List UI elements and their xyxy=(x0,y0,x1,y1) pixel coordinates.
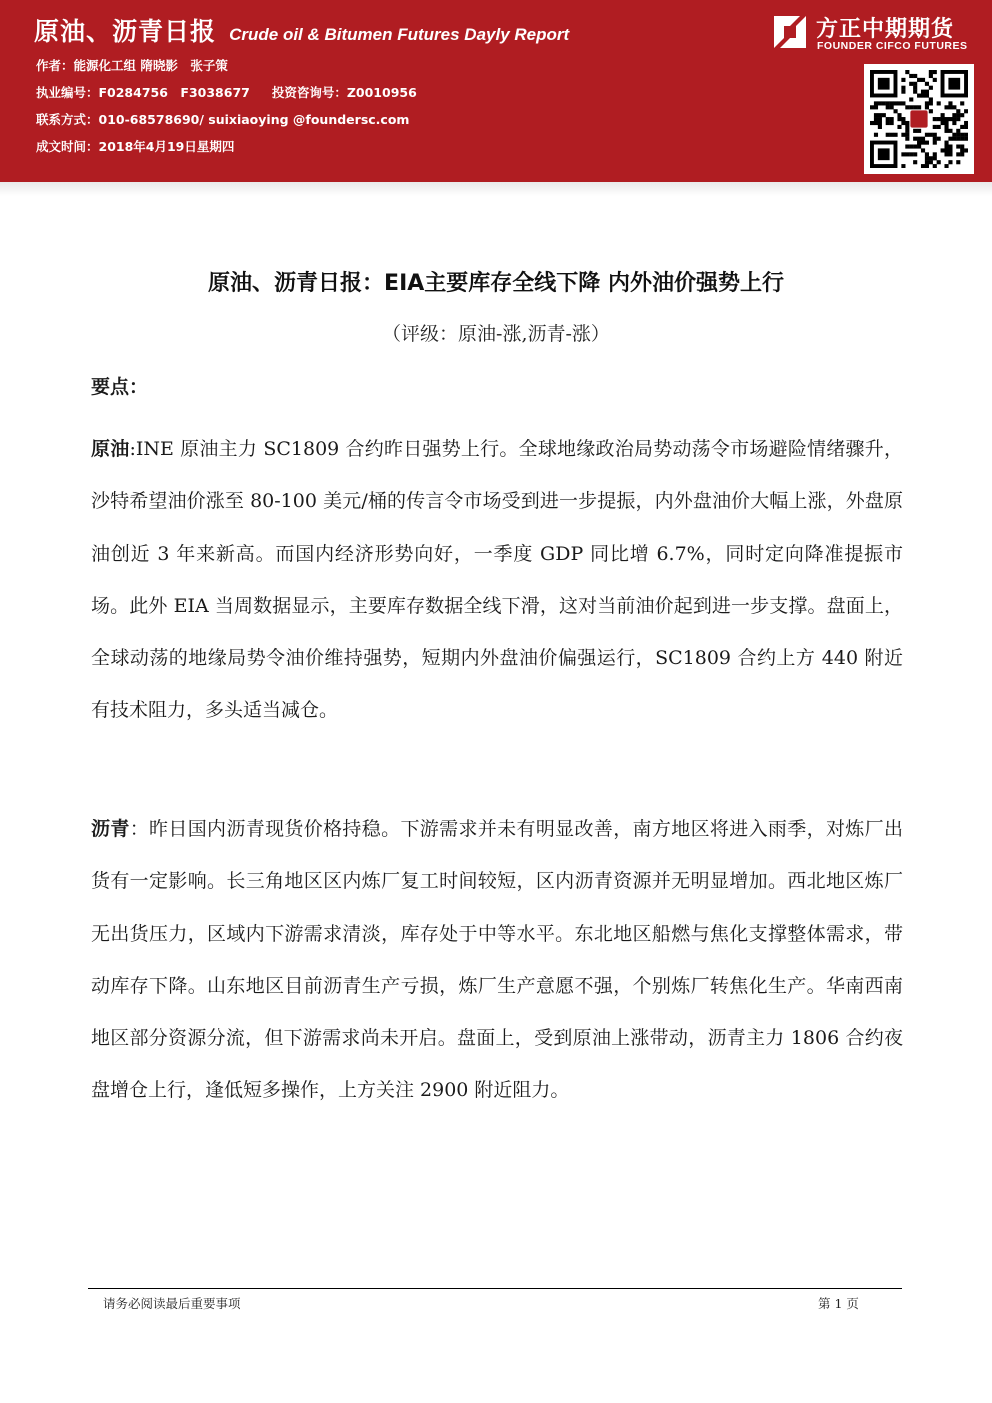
license-line xyxy=(36,84,417,111)
logo-en-text: FOUNDER CIFCO FUTURES xyxy=(817,40,968,52)
founder-logo-icon xyxy=(770,12,810,52)
footer-rule xyxy=(88,1288,902,1289)
crude-oil-label: 原油 xyxy=(91,438,130,460)
asphalt-label: 沥青 xyxy=(91,818,130,840)
asphalt-text: ：昨日国内沥青现货价格持稳。下游需求并未有明显改善，南方地区将进入雨季，对炼厂出货有一定影响。长三角地区区内炼厂复工时间较短，区内沥青资源并无明显增加。西北地区炼厂无出货压力，区域内下游需求清淡，库存处于中等水平。东北地区船燃与焦化支撑整体需求，带动库存下降。山东地区目前沥青生产亏损，炼厂生产意愿不强，个别炼厂转焦化生产。华南西南地区部分资源分流，但下游需求尚未开启。盘面上，受到原油上涨带动，沥青主力 1806 合约夜盘增仓上行，逢低短多操作，上方关注 2900 附近阻力。 xyxy=(91,818,903,1102)
report-title-cn: 原油、沥青日报 xyxy=(34,17,217,46)
consult-number: 投资咨询号：Z0010956 xyxy=(271,85,417,100)
qr-code xyxy=(864,64,974,174)
author-line: 作者：能源化工组 隋晓影 张子策 xyxy=(36,58,228,73)
crude-oil-text: :INE 原油主力 SC1809 合约昨日强势上行。全球地缘政治局势动荡令市场避险情绪骤升，沙特希望油价涨至 80-100 美元/桶的传言令市场受到进一步提振，内外盘油价大幅上涨，外盘原油创近 3 年来新高。而国内经济形势向好，一季度 GDP 同比增 6.7%，同时定向降准提振市场。此外 EIA 当周数据显示，主要库存数据全线下滑，这对当前油价起到进一步支撑。盘面上，全球动荡的地缘局势令油价维持强势，短期内外盘油价偏强运行，SC1809 合约上方 440 附近有技术阻力，多头适当减仓。 xyxy=(91,438,903,722)
date-line: 成文时间：2018年4月19日星期四 xyxy=(36,139,235,154)
contact-line: 联系方式：010-68578690/ suixiaoying @foundersc.com xyxy=(36,112,410,127)
company-logo xyxy=(770,8,986,58)
logo-cn-text: 方正中期期货 xyxy=(816,17,955,42)
report-header xyxy=(0,0,992,182)
header-shadow xyxy=(0,182,992,196)
qr-code-icon xyxy=(870,70,968,168)
page-number: 第 1 页 xyxy=(818,1296,859,1311)
asphalt-paragraph xyxy=(91,803,903,1117)
report-title xyxy=(34,12,569,48)
report-title-en: Crude oil & Bitumen Futures Dayly Report xyxy=(229,25,570,44)
keypoints-heading: 要点： xyxy=(91,376,149,398)
document-title: 原油、沥青日报：EIA主要库存全线下降 内外油价强势上行 xyxy=(208,271,784,296)
footer-notice: 请务必阅读最后重要事项 xyxy=(103,1296,241,1311)
crude-oil-paragraph xyxy=(91,423,903,737)
rating: （评级：原油-涨,沥青-涨） xyxy=(382,323,610,345)
author-meta xyxy=(36,57,417,165)
license-number: 执业编号：F0284756 F3038677 xyxy=(36,85,250,100)
